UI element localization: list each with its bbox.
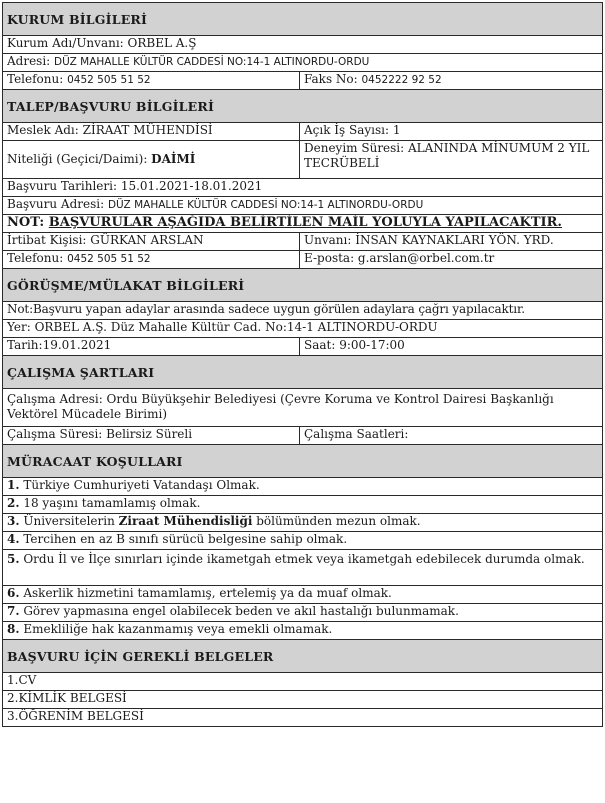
talep-telefon-cell	[3, 251, 300, 269]
form-table	[2, 2, 603, 727]
basvuru-adres-cell	[3, 197, 603, 215]
section-title: KURUM BİLGİLERİ	[3, 3, 603, 36]
kurum-adres-cell	[3, 54, 603, 72]
meslek-cell: Meslek Adı: ZİRAAT MÜHENDİSİ	[3, 123, 300, 141]
row-calisma-adres	[3, 389, 603, 427]
condition-number: 1.	[7, 478, 20, 492]
section-title: BAŞVURU İÇİN GEREKLİ BELGELER	[3, 640, 603, 673]
row-talep-telefon	[3, 251, 603, 269]
document-item: 1.CV	[3, 673, 603, 691]
kurum-adi-cell	[3, 36, 603, 54]
row-kurum-telefon	[3, 72, 603, 90]
condition-cell	[3, 514, 603, 532]
row-meslek	[3, 123, 603, 141]
row-not	[3, 215, 603, 233]
condition-row	[3, 532, 603, 550]
condition-row	[3, 586, 603, 604]
condition-text: Görev yapmasına engel olabilecek beden ve akıl hastalığı bulunmamak.	[19, 604, 459, 618]
calisma-sure-cell: Çalışma Süresi: Belirsiz Süreli	[3, 427, 300, 445]
condition-text-bold: Ziraat Mühendisliği	[118, 514, 253, 528]
condition-cell	[3, 586, 603, 604]
section-title: TALEP/BAŞVURU BİLGİLERİ	[3, 90, 603, 123]
field-label: Niteliği (Geçici/Daimi):	[7, 152, 152, 166]
condition-row	[3, 622, 603, 640]
section-title: GÖRÜŞME/MÜLAKAT BİLGİLERİ	[3, 269, 603, 302]
field-label: Başvuru Adresi:	[7, 197, 108, 211]
field-value: 0452 505 51 52	[67, 74, 151, 86]
job-posting-form	[2, 2, 602, 727]
kurum-faks-cell	[300, 72, 603, 90]
kurum-telefon-cell	[3, 72, 300, 90]
tarihler-cell: Başvuru Tarihleri: 15.01.2021-18.01.2021	[3, 179, 603, 197]
condition-text: Emekliliğe hak kazanmamış veya emekli olmamak.	[19, 622, 333, 636]
row-gorusme-not	[3, 302, 603, 320]
row-kurum-adres	[3, 54, 603, 72]
gorusme-tarih-cell: Tarih:19.01.2021	[3, 338, 300, 356]
deneyim-cell: Deneyim Süresi: ALANINDA MİNUMUM 2 YIL TECRÜBELİ	[300, 141, 603, 179]
field-label: Telefonu:	[7, 72, 68, 86]
gorusme-not-cell: Not:Başvuru yapan adaylar arasında sadece uygun görülen adaylara çağrı yapılacaktır.	[3, 302, 603, 320]
field-value: DAİMİ	[151, 152, 196, 166]
condition-cell	[3, 496, 603, 514]
condition-row	[3, 478, 603, 496]
field-label: Faks No:	[304, 72, 362, 86]
calisma-saatleri-cell: Çalışma Saatleri:	[300, 427, 603, 445]
acik-is-cell: Açık İş Sayısı: 1	[300, 123, 603, 141]
condition-row	[3, 496, 603, 514]
condition-text: Askerlik hizmetini tamamlamış, ertelemiş ya da muaf olmak.	[19, 586, 392, 600]
condition-cell	[3, 604, 603, 622]
field-label: Kurum Adı/Unvanı:	[7, 36, 128, 50]
field-label: Telefonu:	[7, 251, 68, 265]
note-text: BAŞVURULAR AŞAĞIDA BELİRTİLEN MAİL YOLUYLA YAPILACAKTIR.	[48, 215, 562, 230]
field-value: ORBEL A.Ş	[127, 36, 197, 50]
condition-text: Ordu İl ve İlçe sınırları içinde ikametgah etmek veya ikametgah edebilecek durumda olmak.	[19, 552, 585, 566]
gorusme-saat-cell: Saat: 9:00-17:00	[300, 338, 603, 356]
unvan-cell: Unvanı: İNSAN KAYNAKLARI YÖN. YRD.	[300, 233, 603, 251]
condition-row	[3, 604, 603, 622]
row-nitelik	[3, 141, 603, 179]
condition-text: bölümünden mezun olmak.	[252, 514, 421, 528]
section-talep-header	[3, 90, 603, 123]
condition-number: 6.	[7, 586, 20, 600]
row-kurum-adi	[3, 36, 603, 54]
condition-cell	[3, 478, 603, 496]
condition-number: 4.	[7, 532, 20, 546]
section-gorusme-header	[3, 269, 603, 302]
section-belgeler-header	[3, 640, 603, 673]
note-label: NOT:	[7, 215, 49, 230]
condition-row	[3, 550, 603, 586]
condition-number: 2.	[7, 496, 20, 510]
calisma-adres-cell: Çalışma Adresi: Ordu Büyükşehir Belediyesi (Çevre Koruma ve Kontrol Dairesi Başkanlığı Vektörel Mücadele Birimi)	[3, 389, 603, 427]
field-value: 0452 505 51 52	[67, 253, 151, 265]
section-title: ÇALIŞMA ŞARTLARI	[3, 356, 603, 389]
condition-text: 18 yaşını tamamlamış olmak.	[19, 496, 201, 510]
document-row	[3, 691, 603, 709]
gorusme-yer-cell: Yer: ORBEL A.Ş. Düz Mahalle Kültür Cad. No:14-1 ALTINORDU-ORDU	[3, 320, 603, 338]
section-title: MÜRACAAT KOŞULLARI	[3, 445, 603, 478]
condition-row	[3, 514, 603, 532]
row-calisma-sure	[3, 427, 603, 445]
row-gorusme-yer	[3, 320, 603, 338]
condition-text: Türkiye Cumhuriyeti Vatandaşı Olmak.	[19, 478, 260, 492]
nitelik-cell	[3, 141, 300, 179]
field-value: DÜZ MAHALLE KÜLTÜR CADDESİ NO:14-1 ALTINORDU-ORDU	[54, 56, 370, 68]
field-value: DÜZ MAHALLE KÜLTÜR CADDESİ NO:14-1 ALTINORDU-ORDU	[107, 199, 424, 211]
condition-number: 5.	[7, 552, 20, 566]
row-irtibat	[3, 233, 603, 251]
section-calisma-header	[3, 356, 603, 389]
row-tarihler	[3, 179, 603, 197]
condition-text: Üniversitelerin	[19, 514, 119, 528]
field-label: Adresi:	[7, 54, 55, 68]
document-row	[3, 709, 603, 727]
document-item: 3.ÖĞRENİM BELGESİ	[3, 709, 603, 727]
document-item: 2.KİMLİK BELGESİ	[3, 691, 603, 709]
section-muracaat-header	[3, 445, 603, 478]
not-cell	[3, 215, 603, 233]
row-gorusme-tarih	[3, 338, 603, 356]
row-basvuru-adres	[3, 197, 603, 215]
field-value: 0452222 92 52	[361, 74, 442, 86]
eposta-cell[interactable]: E-posta: g.arslan@orbel.com.tr	[300, 251, 603, 269]
condition-cell	[3, 532, 603, 550]
condition-cell	[3, 622, 603, 640]
condition-number: 8.	[7, 622, 20, 636]
condition-text: Tercihen en az B sınıfı sürücü belgesine sahip olmak.	[19, 532, 348, 546]
condition-number: 3.	[7, 514, 20, 528]
condition-number: 7.	[7, 604, 20, 618]
document-row	[3, 673, 603, 691]
condition-cell	[3, 550, 603, 586]
irtibat-cell: İrtibat Kişisi: GÜRKAN ARSLAN	[3, 233, 300, 251]
section-kurum-header	[3, 3, 603, 36]
